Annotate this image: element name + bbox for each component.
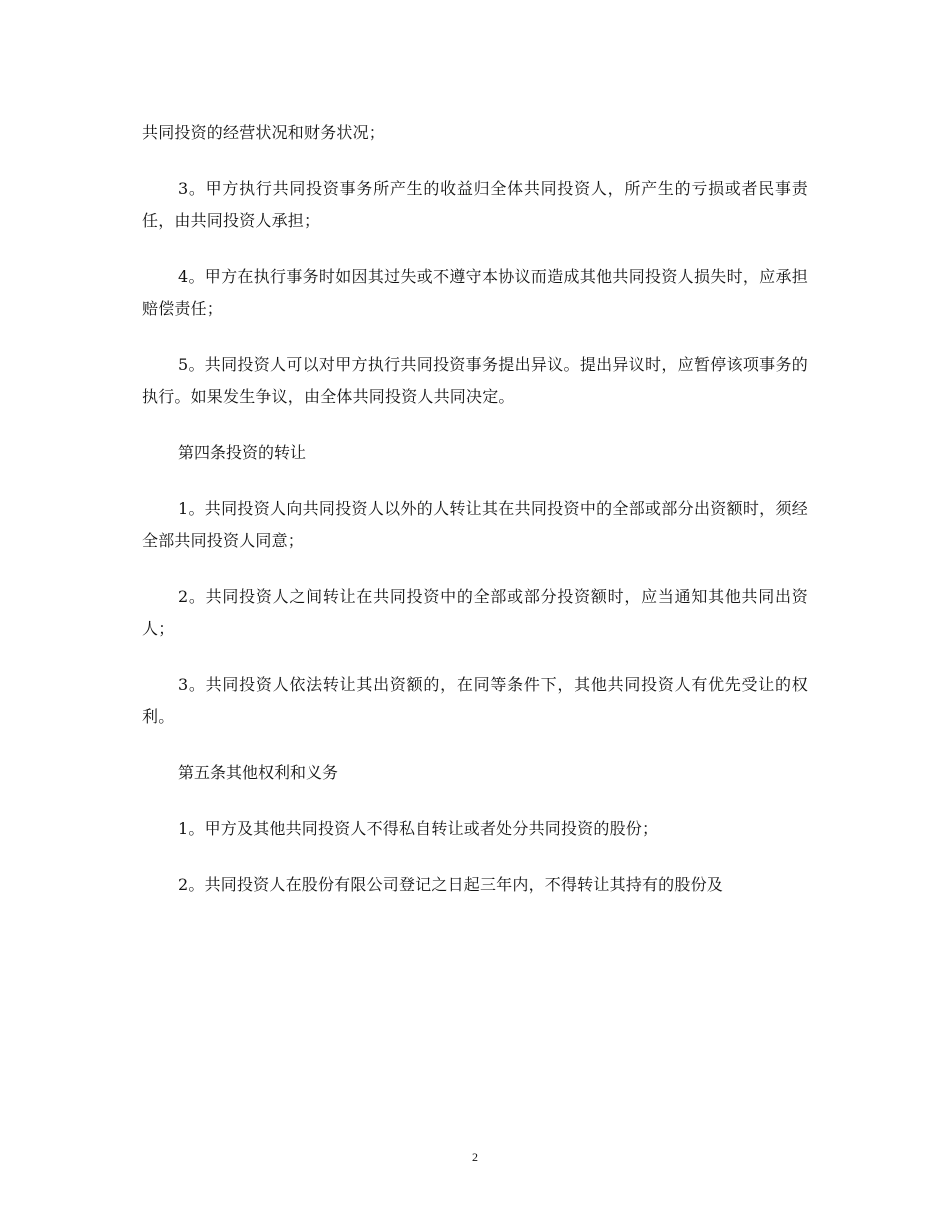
article-4-item-1: 1。共同投资人向共同投资人以外的人转让其在共同投资中的全部或部分出资额时，须经全部共同投资人同意； — [142, 499, 808, 550]
clause-item-4: 4。甲方在执行事务时如因其过失或不遵守本协议而造成其他共同投资人损失时，应承担赔偿责任； — [142, 267, 808, 318]
article-4-heading: 第四条投资的转让 — [178, 443, 307, 462]
clause-item-5: 5。共同投资人可以对甲方执行共同投资事务提出异议。提出异议时，应暂停该项事务的执行。如果发生争议，由全体共同投资人共同决定。 — [142, 355, 808, 406]
article-5-heading: 第五条其他权利和义务 — [178, 763, 339, 782]
article-4-item-2: 2。共同投资人之间转让在共同投资中的全部或部分投资额时，应当通知其他共同出资人； — [142, 587, 808, 638]
clause-item-3-a: 3。甲方执行共同投资事务所产生的收益归全体共同投资人，所产生的亏损或者民事责任，由共同投资人承担； — [142, 179, 808, 230]
article-4-item-3: 3。共同投资人依法转让其出资额的，在同等条件下，其他共同投资人有优先受让的权利。 — [142, 675, 808, 726]
document-body — [142, 117, 808, 925]
paragraph-continuation: 共同投资的经营状况和财务状况； — [142, 123, 386, 142]
article-5-item-2: 2。共同投资人在股份有限公司登记之日起三年内，不得转让其持有的股份及 — [178, 875, 723, 894]
page-number: 2 — [472, 1150, 478, 1164]
article-5-item-1: 1。甲方及其他共同投资人不得私自转让或者处分共同投资的股份； — [178, 819, 659, 838]
